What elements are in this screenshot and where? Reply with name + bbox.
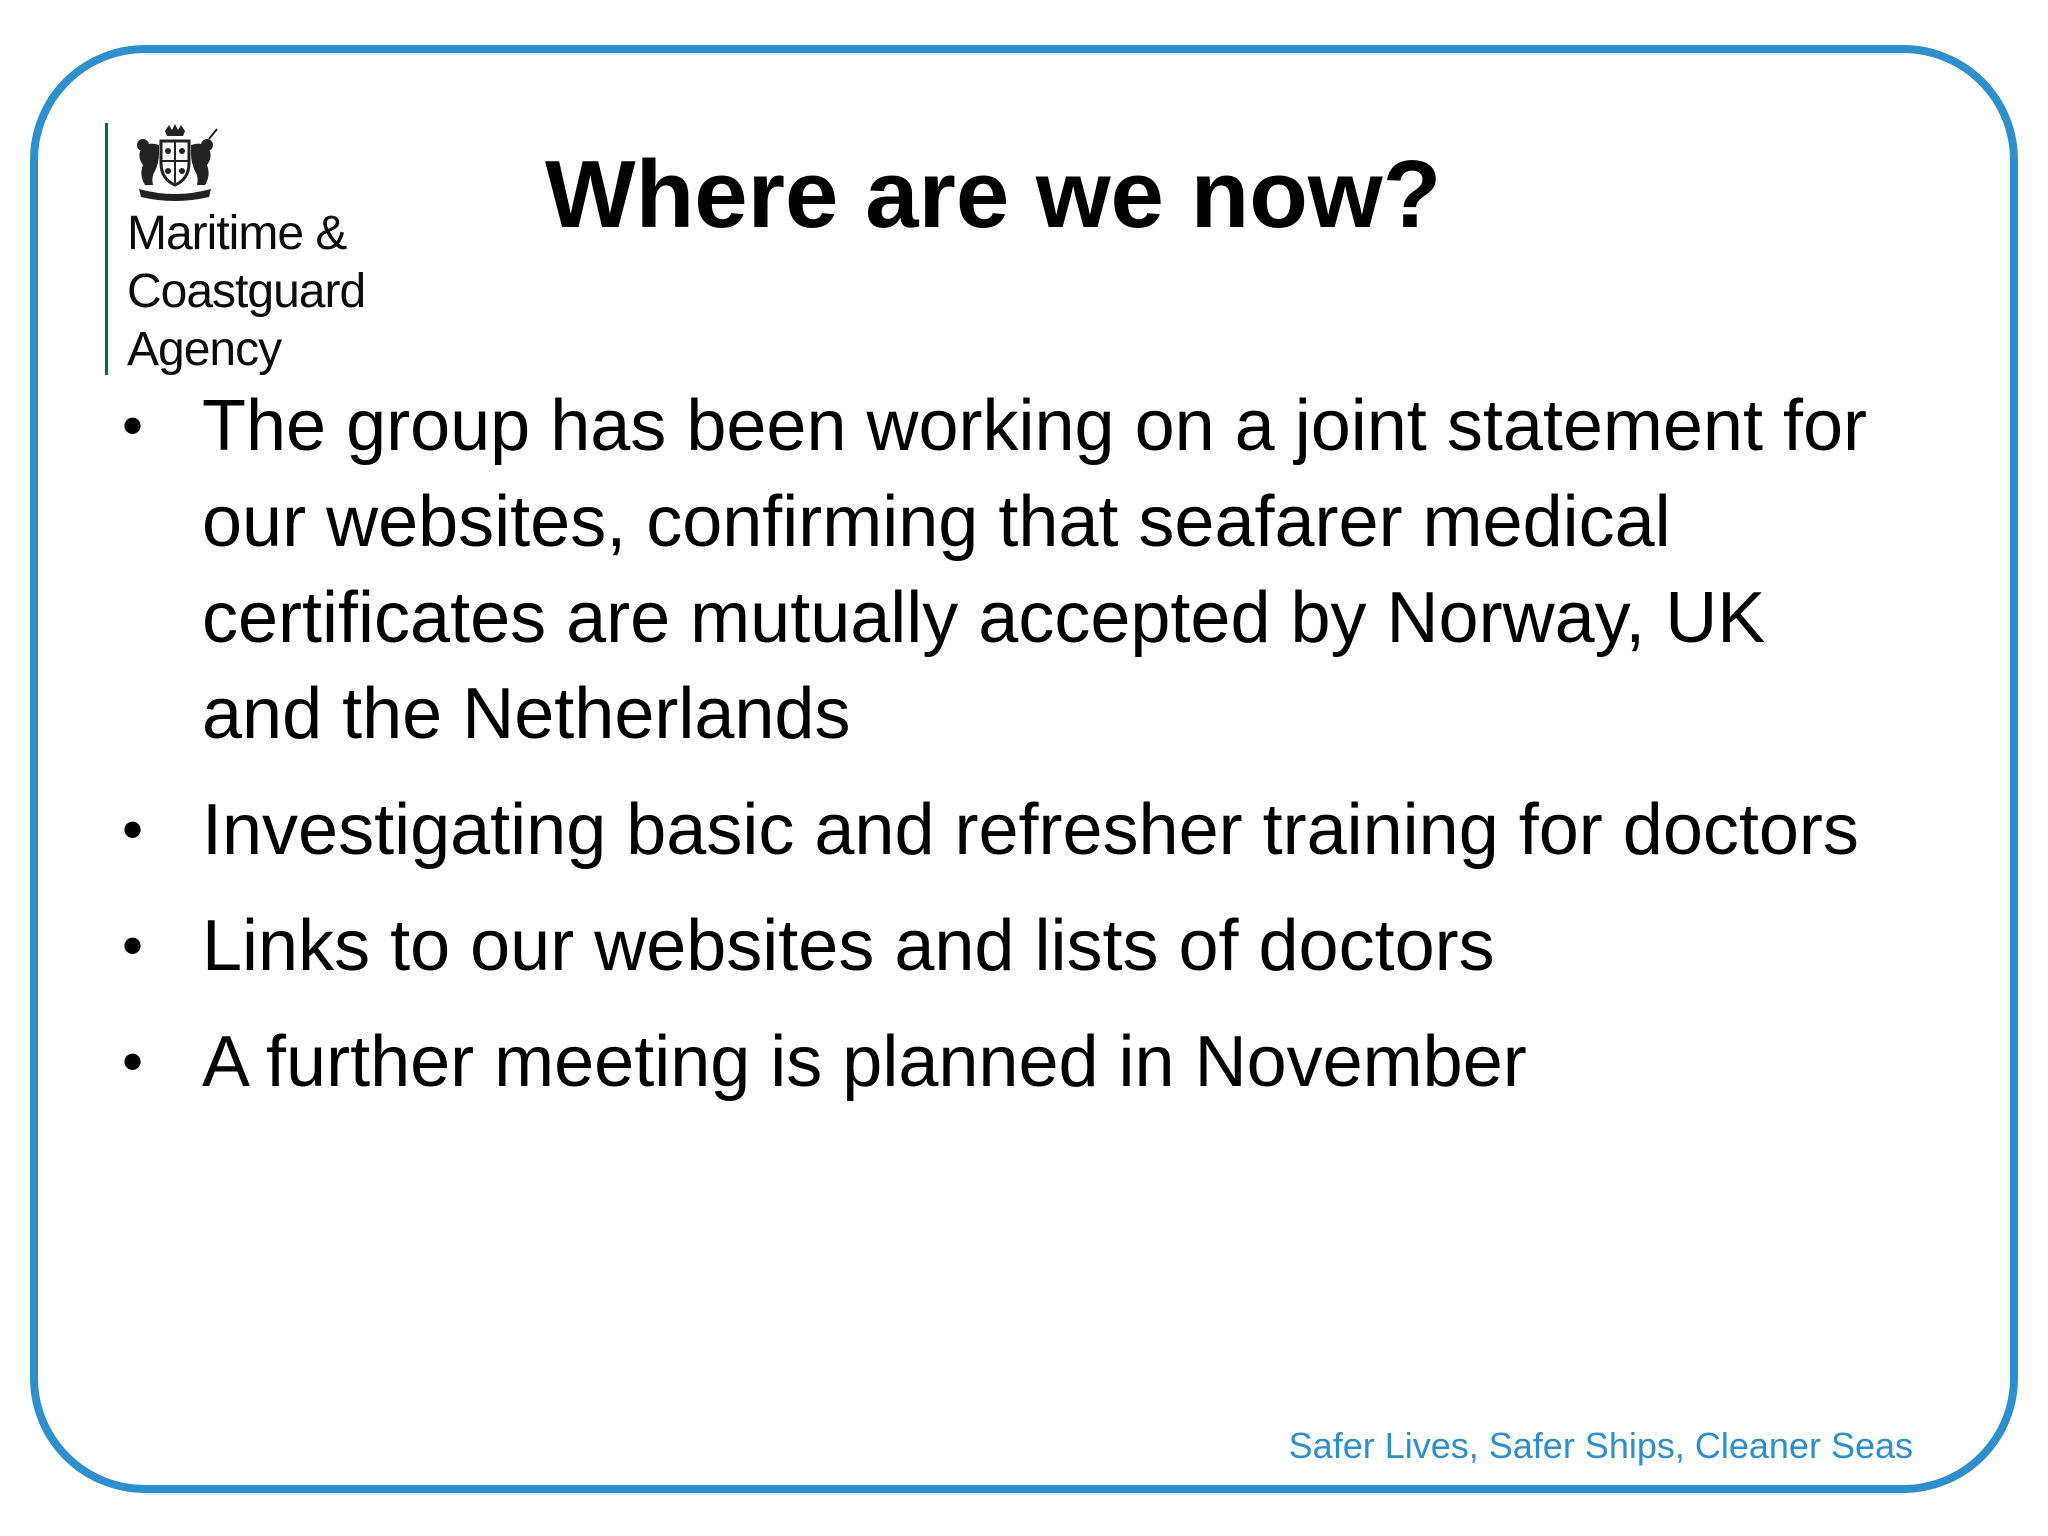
bullet-marker: • [122,392,144,459]
bullet-text: A further meeting is planned in November [202,1022,1527,1102]
slide-title: Where are we now? [545,141,1442,248]
bullet-item [122,378,1882,762]
bullet-marker: • [122,912,144,979]
logo-green-rule [105,123,108,375]
footer-tagline: Safer Lives, Safer Ships, Cleaner Seas [1288,1425,1913,1466]
agency-logo [105,123,425,378]
bullet-text: The group has been working on a joint statement for our websites, confirming that seafarer medical certificates are mutually accepted by Norway, UK and the Netherlands [202,386,1867,754]
agency-name-line-3: Agency [127,323,282,376]
bullet-marker: • [122,1028,144,1095]
bullet-list [122,378,1882,1130]
bullet-item [122,782,1882,878]
royal-coat-of-arms-icon [125,123,225,203]
agency-name-line-1: Maritime & [127,207,347,260]
bullet-text: Investigating basic and refresher training for doctors [202,790,1859,870]
agency-name-line-2: Coastguard [127,265,366,318]
bullet-item [122,1014,1882,1110]
bullet-item [122,898,1882,994]
bullet-marker: • [122,796,144,863]
bullet-text: Links to our websites and lists of doctors [202,906,1495,986]
agency-name [127,205,365,379]
